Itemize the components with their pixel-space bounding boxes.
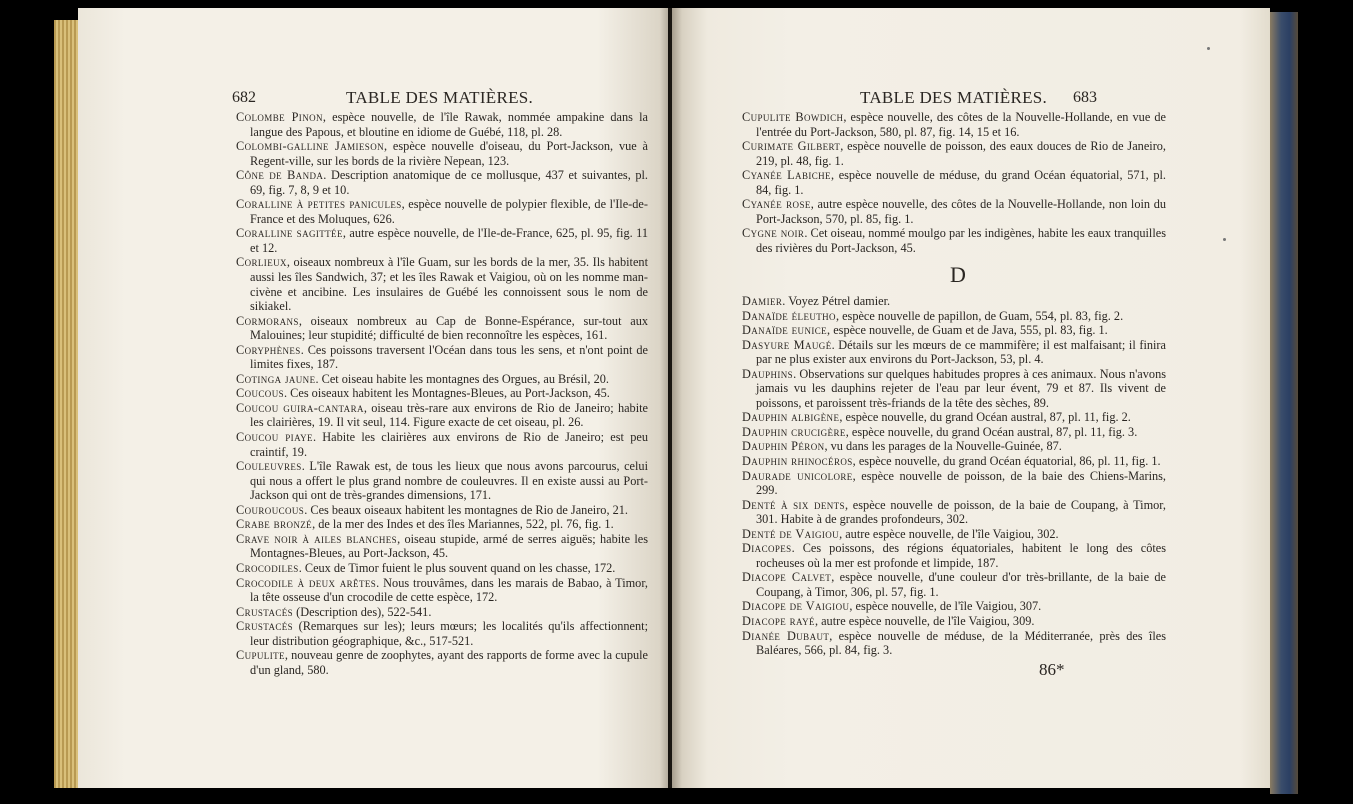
index-entry xyxy=(742,439,1166,454)
index-entry xyxy=(742,599,1166,614)
entry-term: Cupulite xyxy=(236,648,285,663)
entry-term: Coucou piaye xyxy=(236,430,313,445)
index-entry xyxy=(236,401,648,430)
entry-text: . Nous trouvâmes, dans les marais de Babao, à Timor, la tête osseuse d'un crocodile de cette espèce, 172. xyxy=(250,575,648,605)
entry-term: Couroucous xyxy=(236,502,305,517)
entry-term: Dauphin albigène xyxy=(742,410,840,425)
index-entry xyxy=(742,168,1166,197)
entry-text: , espèce nouvelle d'oiseau, du Port-Jackson, vue à Regent-ville, sur les bords de la rivière Nepean, 123. xyxy=(250,139,648,168)
index-entry xyxy=(236,226,648,255)
entry-term: Cygne noir xyxy=(742,226,805,241)
entry-term: Dauphin rhinocéros xyxy=(742,454,853,469)
entry-text: , espèce nouvelle de méduse, de la Méditerranée, près des îles Baléares, 566, pl. 84, fig. 3. xyxy=(756,628,1166,658)
index-entry xyxy=(742,139,1166,168)
entry-text: . Voyez Pétrel damier. xyxy=(782,294,891,308)
entry-text: , espèce nouvelle de poisson, de la baie des Chiens-Marins, 299. xyxy=(756,468,1167,498)
section-letter-d: D xyxy=(950,262,966,287)
entry-term: Cyanée Labiche xyxy=(742,168,831,183)
index-entry xyxy=(236,255,648,313)
right-page-number: 683 xyxy=(1073,89,1097,106)
index-entry xyxy=(236,197,648,226)
entry-text: . L'île Rawak est, de tous les lieux que nous avons parcourus, celui qui nous a offert le plus grand nombre de couleuvres. Il en existe aussi au Port-Jackson qui ont de très-grandes dimensions, 171. xyxy=(250,459,648,503)
index-entry xyxy=(742,527,1166,542)
book-gutter xyxy=(660,8,682,788)
index-entry xyxy=(742,570,1166,599)
entry-text: , espèce nouvelle de poisson, des eaux douces de Rio de Janeiro, 219, pl. 48, fig. 1. xyxy=(756,139,1167,168)
entry-text: (Description des), 522-541. xyxy=(293,604,432,619)
entry-text: , vu dans les parages de la Nouvelle-Guinée, 87. xyxy=(824,439,1062,454)
index-entry xyxy=(742,629,1166,658)
entry-term: Damier xyxy=(742,294,783,308)
entry-term: Crustacés xyxy=(236,604,294,619)
page-speck xyxy=(1207,47,1210,50)
entry-term: Diacope de Vaigiou xyxy=(742,599,850,614)
index-entry xyxy=(742,294,1166,309)
entry-term: Coucou guira-cantara xyxy=(236,400,364,415)
entry-term: Coralline sagittée xyxy=(236,226,343,241)
entry-term: Denté à six dents xyxy=(742,497,845,512)
index-entry xyxy=(742,197,1166,226)
entry-term: Diacopes xyxy=(742,541,792,556)
entry-text: . Ces poissons, des régions équatoriales, habitent le long des côtes rocheuses où la mer est profonde et limpide, 187. xyxy=(756,541,1166,570)
entry-text: , oiseaux nombreux au Cap de Bonne-Espérance, sur-tout aux Malouines; leur stupidité; difficulté de bien reconnoître les espèces, 161. xyxy=(250,313,648,343)
entry-text: , espèce nouvelle de poisson, de la baie de Coupang, à Timor, 301. Habite à de grandes profondeurs, 302. xyxy=(756,497,1166,527)
index-entry xyxy=(236,139,648,168)
index-entry xyxy=(236,110,648,139)
index-entry xyxy=(236,517,648,532)
index-entry xyxy=(742,541,1166,570)
index-entry xyxy=(236,576,648,605)
entry-term: Cormorans xyxy=(236,313,299,328)
entry-text: , de la mer des Indes et des îles Mariannes, 522, pl. 76, fig. 1. xyxy=(312,517,614,532)
entry-term: Cône de Banda xyxy=(236,168,324,183)
entry-text: , espèce nouvelle, du grand Océan équatorial, 86, pl. 11, fig. 1. xyxy=(852,454,1161,469)
index-entry xyxy=(742,454,1166,469)
entry-text: , espèce nouvelle, de Guam et de Java, 555, pl. 83, fig. 1. xyxy=(827,323,1108,338)
entry-text: , espèce nouvelle, des côtes de la Nouvelle-Hollande, en vue de l'entrée du Port-Jackson, 580, pl. 87, fig. 14, 15 et 16. xyxy=(756,110,1166,139)
entry-term: Cyanée rose xyxy=(742,197,811,212)
index-entry xyxy=(236,648,648,677)
index-entry xyxy=(236,430,648,459)
entry-term: Daurade unicolore xyxy=(742,468,853,483)
entry-text: , espèce nouvelle de méduse, du grand Océan équatorial, 571, pl. 84, fig. 1. xyxy=(756,168,1166,197)
entry-text: , espèce nouvelle, d'une couleur d'or très-brillante, de la baie de Coupang, à Timor, 306, pl. 57, fig. 1. xyxy=(756,570,1166,599)
signature-mark: 86* xyxy=(1039,660,1065,679)
index-entry xyxy=(236,619,648,648)
left-entries-list xyxy=(236,110,648,677)
entry-term: Coralline à petites panicules xyxy=(236,197,402,212)
book-right-edge xyxy=(1270,12,1298,794)
index-entry xyxy=(236,605,648,620)
entry-text: . Ces poissons traversent l'Océan dans tous les sens, et n'ont point de limites fixes, 187. xyxy=(250,342,648,372)
entry-text: , oiseaux nombreux à l'île Guam, sur les bords de la mer, 35. Ils habitent aussi les îles Sandwich, 37; et les îles Rawak et Vaigiou, où on les nomme man-civène et ancibine. Les insulaires de Guébé les connoissent sous le nom de sikiakel. xyxy=(250,255,648,314)
entry-text: . Ceux de Timor fuient le plus souvent quand on les chasse, 172. xyxy=(298,560,616,575)
entry-text: , autre espèce nouvelle, des côtes de la Nouvelle-Hollande, non loin du Port-Jackson, 570, pl. 85, fig. 1. xyxy=(756,197,1166,226)
entry-text: , oiseau stupide, armé de serres aiguës; habite les Montagnes-Bleues, au Port-Jackson, 45. xyxy=(250,531,649,561)
entry-text: , espèce nouvelle, du grand Océan austral, 87, pl. 11, fig. 2. xyxy=(839,410,1131,425)
index-entry xyxy=(742,309,1166,324)
entry-text: , espèce nouvelle, du grand Océan austral, 87, pl. 11, fig. 3. xyxy=(845,424,1138,439)
entry-term: Coucous xyxy=(236,386,285,401)
entry-term: Couleuvres xyxy=(236,459,302,474)
entry-text: , autre espèce nouvelle, de l'Ile-de-France, 625, pl. 95, fig. 11 et 12. xyxy=(250,226,648,255)
index-entry xyxy=(236,532,648,561)
entry-text: (Remarques sur les); leurs mœurs; les localités qu'ils affectionnent; leur distribution géographique, &c., 517-521. xyxy=(250,619,648,648)
index-entry xyxy=(236,314,648,343)
entry-term: Curimate Gilbert xyxy=(742,139,841,154)
right-entries-c-list xyxy=(742,110,1166,255)
entry-text: , espèce nouvelle, de l'île Vaigiou, 307. xyxy=(849,599,1042,614)
index-entry xyxy=(742,367,1166,411)
entry-term: Dasyure Maugé xyxy=(742,337,832,352)
index-entry xyxy=(236,459,648,503)
index-entry xyxy=(742,469,1166,498)
index-entry xyxy=(742,323,1166,338)
entry-text: , nouveau genre de zoophytes, ayant des rapports de forme avec la cupule d'un gland, 580. xyxy=(250,648,648,677)
entry-text: . Ces beaux oiseaux habitent les montagnes de Rio de Janeiro, 21. xyxy=(304,502,628,517)
entry-term: Dauphins xyxy=(742,366,794,381)
right-entries-d-list xyxy=(742,294,1166,658)
entry-term: Crocodile à deux arêtes xyxy=(236,575,377,590)
entry-term: Diacope rayé xyxy=(742,614,815,629)
entry-term: Colombe Pinon xyxy=(236,110,323,124)
entry-text: . Observations sur quelques habitudes propres à ces animaux. Nous n'avons jamais vu les dauphins rejeter de l'eau par leur évent, 79 et 87. Ils vivent de poissons, et paroissent très-friands de la tête des sèches, 89. xyxy=(756,366,1166,410)
entry-text: , espèce nouvelle de polypier flexible, de l'Ile-de-France et des Moluques, 626. xyxy=(250,197,648,226)
index-entry xyxy=(742,425,1166,440)
entry-term: Danaïde éleutho xyxy=(742,308,836,323)
entry-term: Dianée Dubaut xyxy=(742,628,830,643)
entry-text: . Ces oiseaux habitent les Montagnes-Bleues, au Port-Jackson, 45. xyxy=(284,386,610,401)
entry-text: . Cet oiseau habite les montagnes des Orgues, au Brésil, 20. xyxy=(315,371,609,386)
entry-text: , autre espèce nouvelle, de l'île Vaigiou, 309. xyxy=(814,614,1035,629)
index-entry xyxy=(742,614,1166,629)
entry-text: , espèce nouvelle, de l'île Rawak, nommée ampakine dans la langue des Papous, et bloutine en idiome de Guébé, 118, pl. 28. xyxy=(250,110,648,139)
page-speck xyxy=(1223,238,1226,241)
entry-text: , oiseau très-rare aux environs de Rio de Janeiro; habite les clairières, 19. Il vit seul, 114. Figure exacte de cet oiseau, pl. 26. xyxy=(250,400,648,430)
index-entry xyxy=(742,410,1166,425)
entry-term: Crave noir à ailes blanches xyxy=(236,531,398,546)
index-entry xyxy=(742,498,1166,527)
entry-term: Crabe bronzé xyxy=(236,517,313,532)
left-page-number: 682 xyxy=(232,89,256,106)
entry-term: Denté de Vaigiou xyxy=(742,526,840,541)
entry-text: . Description anatomique de ce mollusque, 437 et suivantes, pl. 69, fig. 7, 8, 9 et 10. xyxy=(250,168,649,197)
entry-text: . Détails sur les mœurs de ce mammifère; il est malfaisant; il finira par ne plus exister aux environs du Port-Jackson, 53, pl. 4. xyxy=(756,337,1166,367)
index-entry xyxy=(236,343,648,372)
entry-text: , autre espèce nouvelle, de l'île Vaigiou, 302. xyxy=(839,526,1059,541)
entry-term: Crocodiles xyxy=(236,560,299,575)
entry-term: Corlieux xyxy=(236,255,287,270)
index-entry xyxy=(236,503,648,518)
entry-term: Cupulite Bowdich xyxy=(742,110,844,124)
entry-text: . Habite les clairières aux environs de Rio de Janeiro; est peu craintif, 19. xyxy=(250,430,648,459)
entry-term: Dauphin crucigère xyxy=(742,424,846,439)
entry-term: Coryphènes xyxy=(236,342,301,357)
index-entry xyxy=(742,110,1166,139)
entry-text: , espèce nouvelle de papillon, de Guam, 554, pl. 83, fig. 2. xyxy=(835,308,1124,323)
entry-text: . Cet oiseau, nommé moulgo par les indigènes, habite les eaux tranquilles des rivières du Port-Jackson, 45. xyxy=(756,226,1166,255)
right-page-header: TABLE DES MATIÈRES. xyxy=(860,88,1048,107)
entry-term: Cotinga jaune xyxy=(236,371,316,386)
entry-term: Crustacés xyxy=(236,619,294,634)
entry-term: Dauphin Péron xyxy=(742,439,825,454)
left-page-header: TABLE DES MATIÈRES. xyxy=(346,88,534,107)
index-entry xyxy=(236,386,648,401)
index-entry xyxy=(742,226,1166,255)
index-entry xyxy=(236,561,648,576)
index-entry xyxy=(236,372,648,387)
entry-term: Danaïde eunice xyxy=(742,323,828,338)
entry-term: Diacope Calvet xyxy=(742,570,832,585)
index-entry xyxy=(236,168,648,197)
index-entry xyxy=(742,338,1166,367)
entry-term: Colombi-galline Jamieson xyxy=(236,139,385,154)
